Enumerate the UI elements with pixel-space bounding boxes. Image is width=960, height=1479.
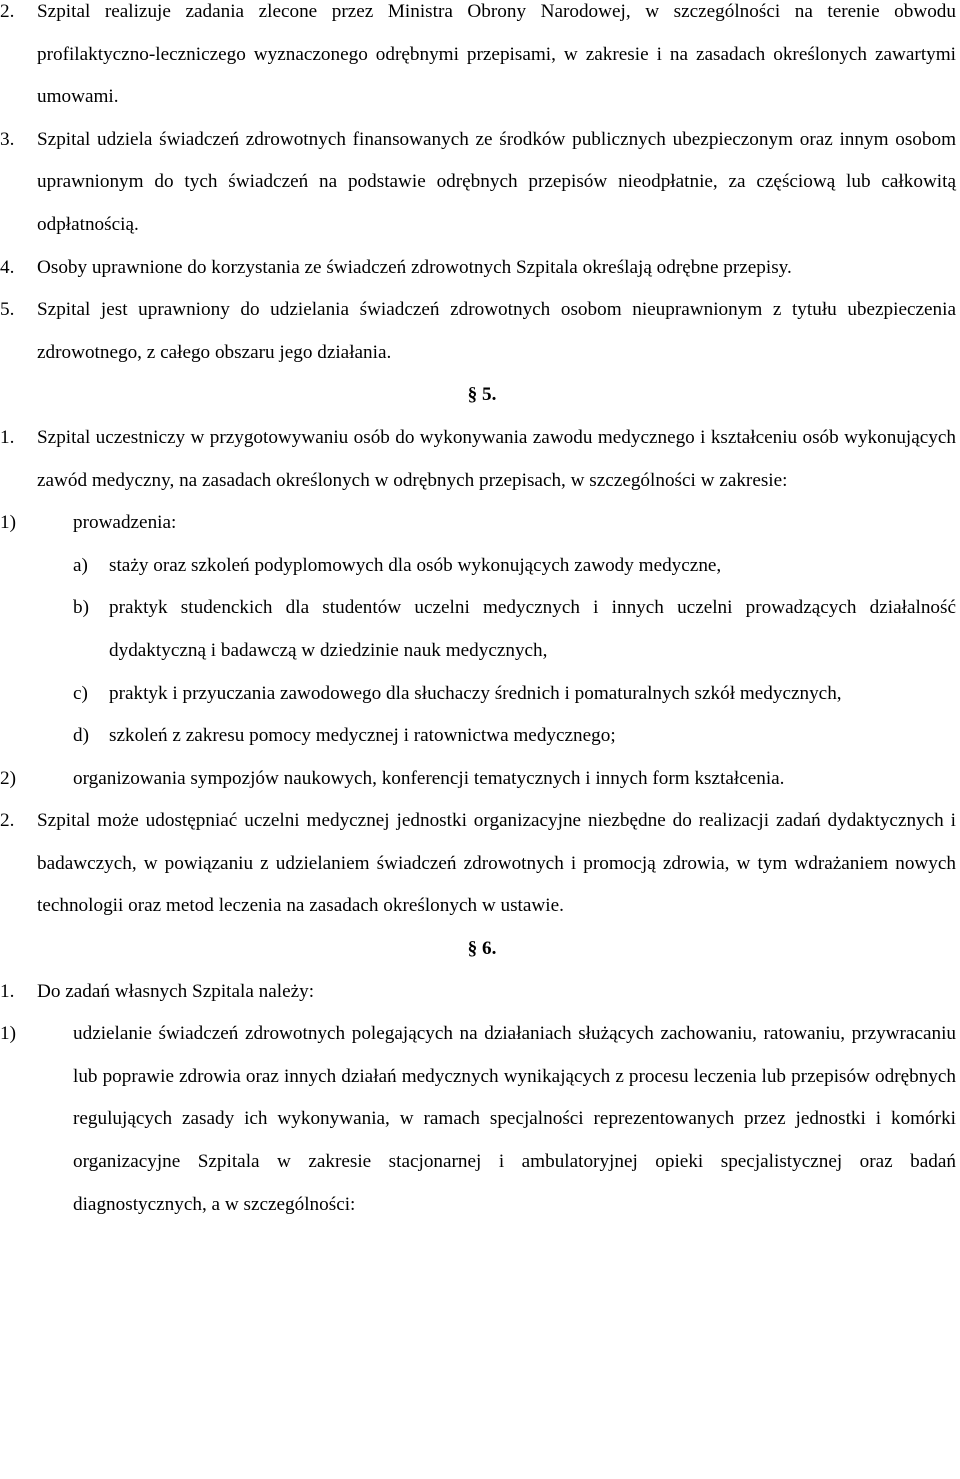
section-5-subitem-b (73, 587, 956, 672)
section-6-heading (0, 928, 960, 971)
paragraph-text: Szpital udziela świadczeń zdrowotnych finansowanych ze środków publicznych ubezpieczonym oraz innym osobom uprawnionym do tych świadczeń na podstawie odrębnych przepisów nieodpłatnie, za częściową lub całkowitą odpłatnością. (37, 128, 956, 235)
section-5-subitem-d (73, 715, 956, 758)
section-5-subitem-c (73, 673, 956, 716)
subitem-text: praktyk i przyuczania zawodowego dla słuchaczy średnich i pomaturalnych szkół medycznych, (109, 682, 842, 704)
paragraph-4 (0, 247, 956, 290)
paragraph-text: Szpital jest uprawniony do udzielania świadczeń zdrowotnych osobom nieuprawnionym z tytułu ubezpieczenia zdrowotnego, z całego obszaru jego działania. (37, 299, 956, 363)
subitem-letter: c) (73, 682, 88, 704)
item-text: organizowania sympozjów naukowych, konferencji tematycznych i innych form kształcenia. (73, 767, 785, 789)
paragraph-text: Szpital realizuje zadania zlecone przez Ministra Obrony Narodowej, w szczególności na terenie obwodu profilaktyczno-leczniczego wyznaczonego odrębnymi przepisami, w zakresie i na zasadach określonych zawartymi umowami. (37, 1, 956, 108)
paragraph-text: Do zadań własnych Szpitala należy: (37, 980, 315, 1002)
section-6-paragraph-1 (0, 971, 956, 1014)
subitem-letter: b) (73, 597, 89, 619)
section-6-item-1 (0, 1013, 956, 1226)
paragraph-text: Szpital uczestniczy w przygotowywaniu osób do wykonywania zawodu medycznego i kształceniu osób wykonujących zawód medyczny, na zasadach określonych w odrębnych przepisach, w szczególności w zakresie: (37, 426, 956, 491)
subitem-text: praktyk studenckich dla studentów uczelni medycznych i innych uczelni prowadzących działalność dydaktyczną i badawczą w dziedzinie nauk medycznych, (109, 597, 956, 661)
paragraph-5 (0, 289, 956, 374)
paragraph-number: 1. (0, 426, 15, 448)
section-5-paragraph-1 (0, 417, 956, 502)
paragraph-3 (0, 119, 956, 247)
subitem-letter: d) (73, 725, 89, 747)
section-5-subitem-a (73, 545, 956, 588)
section-5-heading (0, 374, 960, 417)
subitem-text: szkoleń z zakresu pomocy medycznej i ratownictwa medycznego; (109, 725, 616, 747)
item-text: prowadzenia: (73, 512, 177, 534)
item-number: 1) (0, 1023, 16, 1045)
item-number: 1) (0, 512, 16, 534)
paragraph-number: 2. (0, 1, 15, 22)
paragraph-text: Szpital może udostępniać uczelni medycznej jednostki organizacyjne niezbędne do realizacji zadań dydaktycznych i badawczych, w powiązaniu z udzielaniem świadczeń zdrowotnych i promocją zdrowia, w tym wdrażaniem nowych technologii oraz metod leczenia na zasadach określonych w ustawie. (37, 810, 956, 917)
section-5-paragraph-2 (0, 800, 956, 928)
paragraph-2 (0, 0, 956, 119)
section-title: § 6. (467, 938, 497, 960)
section-5-item-1 (0, 502, 956, 545)
paragraph-number: 4. (0, 256, 15, 278)
paragraph-text: Osoby uprawnione do korzystania ze świadczeń zdrowotnych Szpitala określają odrębne przepisy. (37, 256, 792, 278)
paragraph-number: 2. (0, 810, 15, 832)
item-text: udzielanie świadczeń zdrowotnych polegających na działaniach służących zachowaniu, ratowaniu, przywracaniu lub poprawie zdrowia oraz innych działań medycznych wynikających z procesu leczenia lub przepisów odrębnych regulujących zasady ich wykonywania, w ramach specjalności reprezentowanych przez jednostki i komórki organizacyjne Szpitala w zakresie stacjonarnej i ambulatoryjnej opieki specjalistycznej oraz badań diagnostycznych, a w szczególności: (73, 1023, 956, 1215)
subitem-letter: a) (73, 554, 88, 576)
subitem-text: staży oraz szkoleń podyplomowych dla osób wykonujących zawody medyczne, (109, 554, 722, 576)
item-number: 2) (0, 767, 16, 789)
paragraph-number: 5. (0, 299, 15, 321)
section-5-item-2 (0, 758, 956, 801)
section-title: § 5. (467, 384, 497, 406)
paragraph-number: 3. (0, 128, 15, 150)
paragraph-number: 1. (0, 980, 15, 1002)
